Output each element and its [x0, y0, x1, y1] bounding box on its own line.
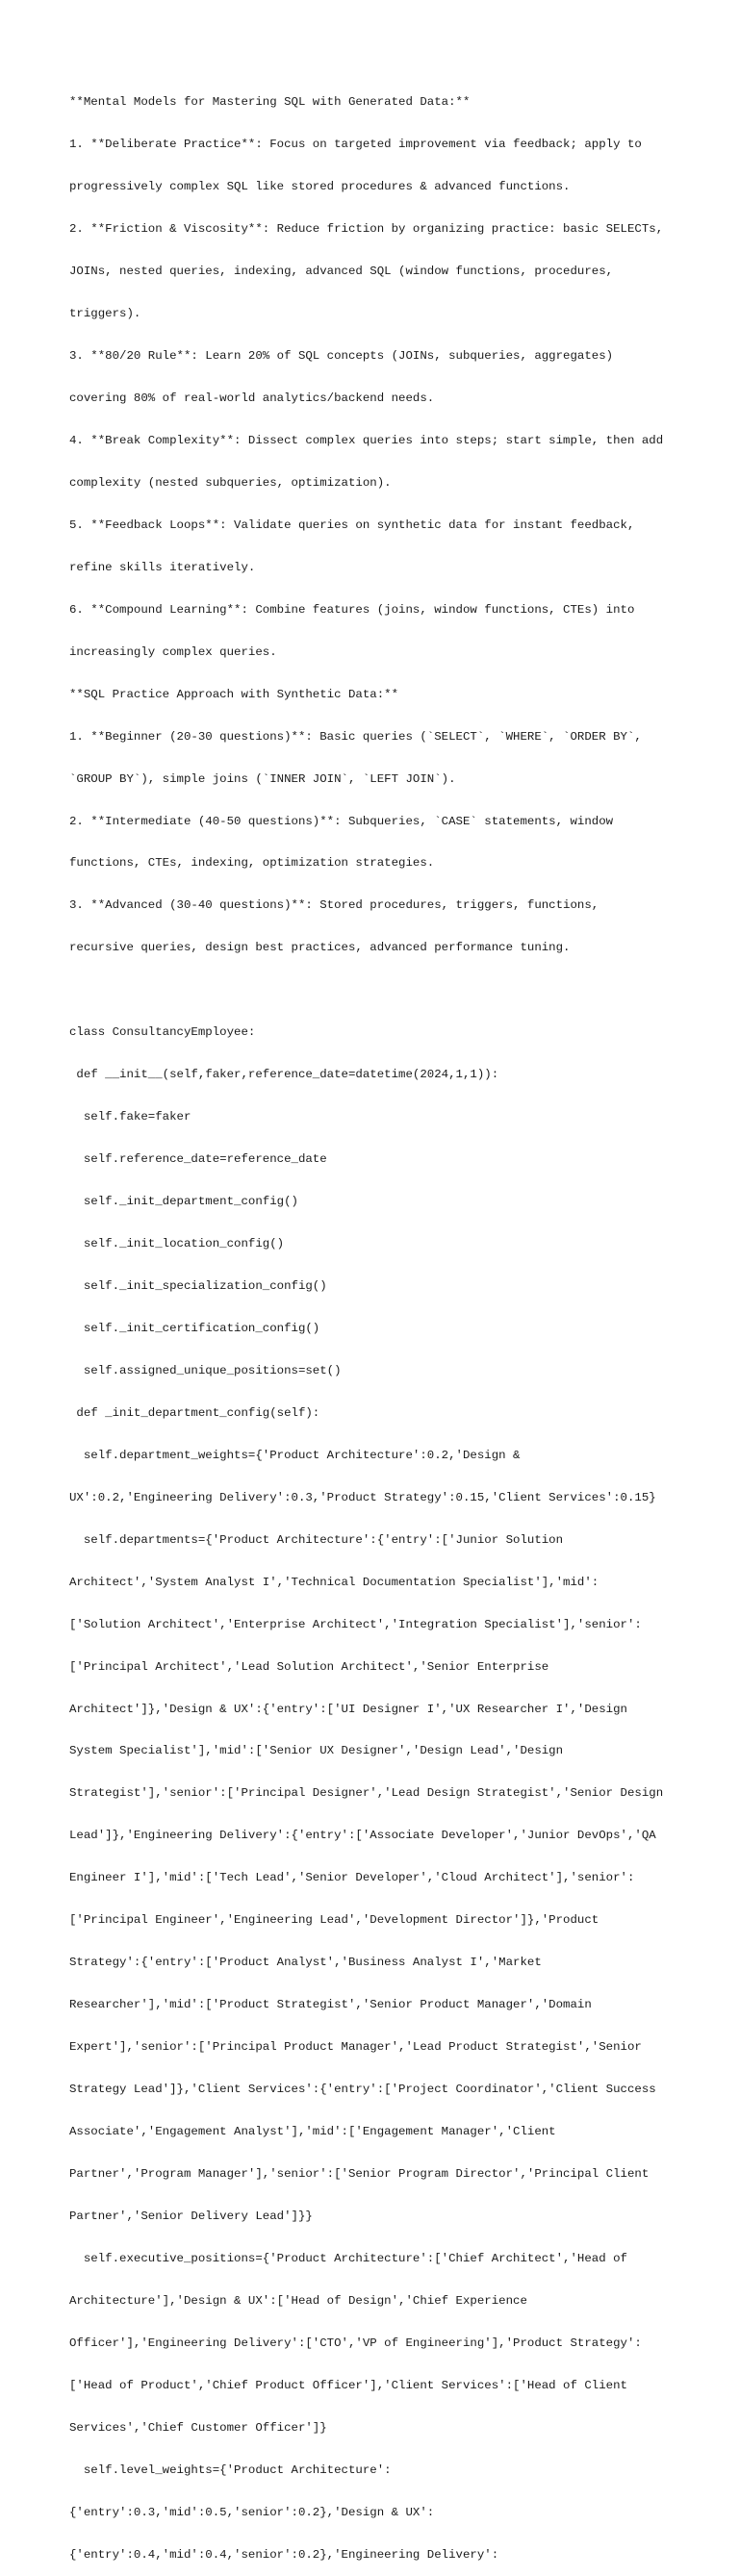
document-line: self.department_weights={'Product Architecture':0.2,'Design &	[69, 1448, 521, 1462]
document-line: refine skills iteratively.	[69, 560, 256, 574]
document-line: Strategist'],'senior':['Principal Designer','Lead Design Strategist','Senior Design	[69, 1786, 664, 1801]
document-line: JOINs, nested queries, indexing, advanced SQL (window functions, procedures,	[69, 265, 614, 279]
document-line: Architect','System Analyst I','Technical Documentation Specialist'],'mid':	[69, 1575, 599, 1589]
document-line: ['Principal Engineer','Engineering Lead','Development Director']},'Product	[69, 1913, 599, 1928]
document-line: `GROUP BY`), simple joins (`INNER JOIN`, `LEFT JOIN`).	[69, 771, 456, 786]
document-line: self.reference_date=reference_date	[69, 1152, 327, 1167]
document-line: class ConsultancyEmployee:	[69, 1025, 256, 1040]
document-line: self.fake=faker	[69, 1110, 191, 1124]
document-line: functions, CTEs, indexing, optimization strategies.	[69, 856, 435, 871]
document-line: triggers).	[69, 307, 141, 321]
document-line: Strategy Lead']},'Client Services':{'entry':['Project Coordinator','Client Success	[69, 2083, 656, 2097]
document-line: recursive queries, design best practices, advanced performance tuning.	[69, 941, 571, 955]
document-line: {'entry':0.4,'mid':0.4,'senior':0.2},'Engineering Delivery':	[69, 2547, 499, 2562]
document-line: 6. **Compound Learning**: Combine features (joins, window functions, CTEs) into	[69, 602, 635, 617]
document-line: def __init__(self,faker,reference_date=datetime(2024,1,1)):	[69, 1068, 499, 1082]
document-line: ['Solution Architect','Enterprise Architect','Integration Specialist'],'senior':	[69, 1617, 642, 1631]
document-line: 2. **Intermediate (40-50 questions)**: Subqueries, `CASE` statements, window	[69, 814, 614, 828]
document-line: Expert'],'senior':['Principal Product Manager','Lead Product Strategist','Senior	[69, 2040, 642, 2055]
document-line: **SQL Practice Approach with Synthetic Data:**	[69, 687, 399, 701]
document-line: Strategy':{'entry':['Product Analyst','Business Analyst I','Market	[69, 1956, 542, 1970]
document-line: 2. **Friction & Viscosity**: Reduce friction by organizing practice: basic SELECTs,	[69, 222, 664, 237]
document-line: 3. **80/20 Rule**: Learn 20% of SQL concepts (JOINs, subqueries, aggregates)	[69, 349, 614, 364]
document-line: {'entry':0.3,'mid':0.5,'senior':0.2},'Design & UX':	[69, 2505, 435, 2519]
document-line: 5. **Feedback Loops**: Validate queries on synthetic data for instant feedback,	[69, 518, 635, 532]
document-line: def _init_department_config(self):	[69, 1405, 320, 1420]
document-line: System Specialist'],'mid':['Senior UX Designer','Design Lead','Design	[69, 1744, 564, 1758]
document-line: Services','Chief Customer Officer']}	[69, 2420, 327, 2435]
document-line: ['Principal Architect','Lead Solution Architect','Senior Enterprise	[69, 1659, 549, 1674]
document-line: self.level_weights={'Product Architecture':	[69, 2462, 392, 2477]
document-line: complexity (nested subqueries, optimization).	[69, 475, 392, 490]
document-body	[69, 67, 675, 2576]
document-line: UX':0.2,'Engineering Delivery':0.3,'Product Strategy':0.15,'Client Services':0.15}	[69, 1490, 656, 1504]
document-line: Architecture'],'Design & UX':['Head of Design','Chief Experience	[69, 2293, 527, 2308]
document-line: self._init_location_config()	[69, 1237, 285, 1251]
document-line: Lead']},'Engineering Delivery':{'entry':['Associate Developer','Junior DevOps','QA	[69, 1829, 656, 1843]
document-line: ['Head of Product','Chief Product Officer'],'Client Services':['Head of Client	[69, 2378, 627, 2392]
document-line: self._init_department_config()	[69, 1195, 298, 1209]
document-line: self._init_specialization_config()	[69, 1279, 327, 1293]
document-line: **Mental Models for Mastering SQL with Generated Data:**	[69, 95, 471, 110]
document-line: covering 80% of real-world analytics/backend needs.	[69, 391, 435, 405]
document-line	[69, 983, 675, 998]
document-line: Partner','Program Manager'],'senior':['Senior Program Director','Principal Client	[69, 2167, 650, 2182]
document-line: self.departments={'Product Architecture':{'entry':['Junior Solution	[69, 1532, 564, 1547]
document-line: increasingly complex queries.	[69, 644, 277, 659]
document-line: 3. **Advanced (30-40 questions)**: Stored procedures, triggers, functions,	[69, 898, 599, 913]
document-line: Researcher'],'mid':['Product Strategist','Senior Product Manager','Domain	[69, 1998, 592, 2012]
document-line: Associate','Engagement Analyst'],'mid':['Engagement Manager','Client	[69, 2125, 556, 2139]
document-line: progressively complex SQL like stored procedures & advanced functions.	[69, 180, 571, 194]
document-line: self.executive_positions={'Product Architecture':['Chief Architect','Head of	[69, 2251, 627, 2265]
document-line: Partner','Senior Delivery Lead']}}	[69, 2209, 313, 2223]
document-line: self.assigned_unique_positions=set()	[69, 1363, 342, 1377]
document-line: 1. **Deliberate Practice**: Focus on targeted improvement via feedback; apply to	[69, 138, 642, 152]
document-line: 4. **Break Complexity**: Dissect complex queries into steps; start simple, then add	[69, 433, 664, 447]
document-line: 1. **Beginner (20-30 questions)**: Basic queries (`SELECT`, `WHERE`, `ORDER BY`,	[69, 729, 642, 744]
document-line: self._init_certification_config()	[69, 1321, 320, 1335]
document-line: Officer'],'Engineering Delivery':['CTO','VP of Engineering'],'Product Strategy':	[69, 2336, 642, 2350]
document-line: Architect']},'Design & UX':{'entry':['UI Designer I','UX Researcher I','Design	[69, 1702, 627, 1716]
document-line: Engineer I'],'mid':['Tech Lead','Senior Developer','Cloud Architect'],'senior':	[69, 1871, 635, 1885]
